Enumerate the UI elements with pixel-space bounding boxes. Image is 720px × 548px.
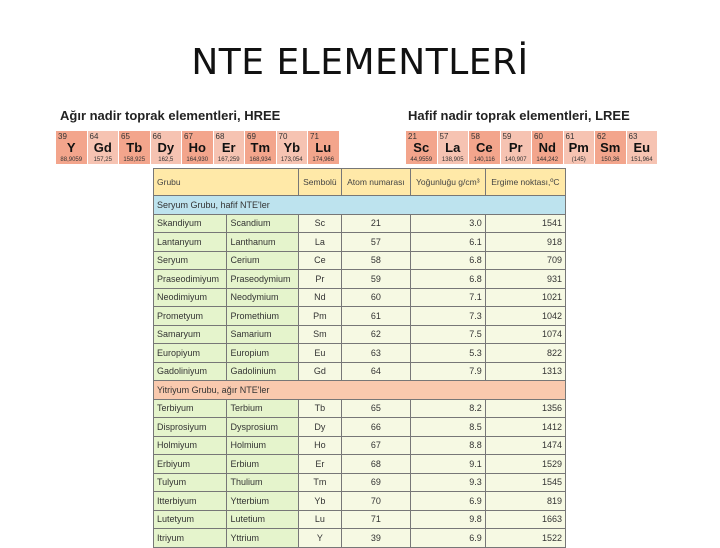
english-name-cell: Promethium — [227, 307, 298, 326]
english-name-cell: Erbium — [227, 455, 298, 474]
turkish-name-cell: Lutetyum — [154, 510, 227, 529]
element-tile — [469, 131, 500, 164]
melting-point-cell: 709 — [485, 251, 565, 270]
atomic-mass: 150,36 — [601, 157, 620, 163]
element-tile — [627, 131, 658, 164]
symbol-cell: Sm — [298, 325, 341, 344]
turkish-name-cell: Skandiyum — [154, 214, 227, 233]
atomic-number-cell: 57 — [341, 233, 410, 252]
english-name-cell: Gadolinium — [227, 362, 298, 381]
melting-point-cell: 1541 — [485, 214, 565, 233]
element-tile — [214, 131, 245, 164]
symbol-cell: Tm — [298, 473, 341, 492]
table-row — [154, 344, 566, 363]
atomic-number-cell: 66 — [341, 418, 410, 437]
atomic-mass: 140,116 — [473, 157, 495, 163]
atomic-mass: 88,9059 — [60, 157, 83, 163]
symbol-cell: La — [298, 233, 341, 252]
turkish-name-cell: Tulyum — [154, 473, 227, 492]
melting-point-cell: 1042 — [485, 307, 565, 326]
symbol-cell: Eu — [298, 344, 341, 363]
hree-heading: Ağır nadir toprak elementleri, HREE — [60, 108, 281, 123]
atomic-number-cell: 71 — [341, 510, 410, 529]
table-row — [154, 251, 566, 270]
english-name-cell: Ytterbium — [227, 492, 298, 511]
symbol-cell: Gd — [298, 362, 341, 381]
atomic-mass: 164,930 — [186, 157, 209, 163]
table-row — [154, 399, 566, 418]
atomic-number-cell: 60 — [341, 288, 410, 307]
density-cell: 6.9 — [410, 529, 485, 548]
table-row — [154, 233, 566, 252]
element-symbol: Pm — [568, 140, 589, 155]
turkish-name-cell: Itriyum — [154, 529, 227, 548]
atomic-number: 65 — [121, 132, 130, 141]
density-cell: 8.2 — [410, 399, 485, 418]
atomic-number-cell: 67 — [341, 436, 410, 455]
atomic-number-cell: 64 — [341, 362, 410, 381]
header-symbol: Sembolü — [298, 169, 341, 196]
atomic-mass: 162,5 — [158, 157, 174, 163]
element-tile — [406, 131, 437, 164]
table-row — [154, 510, 566, 529]
element-symbol: Tb — [126, 140, 143, 155]
english-name-cell: Europium — [227, 344, 298, 363]
header-atomic-number: Atom numarası — [341, 169, 410, 196]
element-tile — [595, 131, 626, 164]
atomic-mass: 138,905 — [441, 157, 464, 163]
melting-point-cell: 931 — [485, 270, 565, 289]
element-tile — [182, 131, 213, 164]
atomic-mass: 44,9559 — [410, 157, 433, 163]
atomic-number-cell: 68 — [341, 455, 410, 474]
element-symbol: Yb — [283, 140, 301, 155]
english-name-cell: Cerium — [227, 251, 298, 270]
turkish-name-cell: Neodimiyum — [154, 288, 227, 307]
symbol-cell: Y — [298, 529, 341, 548]
turkish-name-cell: Erbiyum — [154, 455, 227, 474]
english-name-cell: Holmium — [227, 436, 298, 455]
symbol-cell: Er — [298, 455, 341, 474]
density-cell: 6.1 — [410, 233, 485, 252]
table-header-row — [154, 169, 566, 196]
element-symbol: Ce — [475, 140, 493, 155]
atomic-number-cell: 59 — [341, 270, 410, 289]
atomic-number: 60 — [534, 132, 543, 141]
atomic-number-cell: 62 — [341, 325, 410, 344]
symbol-cell: Ce — [298, 251, 341, 270]
density-cell: 9.1 — [410, 455, 485, 474]
element-symbol: Lu — [315, 140, 332, 155]
element-symbol: Sm — [600, 140, 621, 155]
melting-point-cell: 1522 — [485, 529, 565, 548]
element-tile — [56, 131, 87, 164]
melting-point-cell: 918 — [485, 233, 565, 252]
melting-point-cell: 1074 — [485, 325, 565, 344]
turkish-name-cell: Prometyum — [154, 307, 227, 326]
turkish-name-cell: Holmiyum — [154, 436, 227, 455]
atomic-number: 68 — [215, 132, 225, 141]
density-cell: 3.0 — [410, 214, 485, 233]
density-cell: 6.9 — [410, 492, 485, 511]
english-name-cell: Lanthanum — [227, 233, 298, 252]
cerium-group-label: Seryum Grubu, hafif NTE'ler — [154, 196, 566, 215]
density-cell: 7.5 — [410, 325, 485, 344]
atomic-mass: 168,934 — [249, 157, 272, 163]
element-symbol: Gd — [93, 140, 112, 155]
english-name-cell: Lutetium — [227, 510, 298, 529]
atomic-mass: 140,907 — [504, 157, 527, 163]
atomic-number-cell: 70 — [341, 492, 410, 511]
lree-element-tiles — [406, 131, 657, 164]
turkish-name-cell: Seryum — [154, 251, 227, 270]
atomic-number-cell: 58 — [341, 251, 410, 270]
cerium-group-row — [154, 196, 566, 215]
melting-point-cell: 1663 — [485, 510, 565, 529]
density-cell: 7.9 — [410, 362, 485, 381]
table-row — [154, 270, 566, 289]
symbol-cell: Pm — [298, 307, 341, 326]
density-cell: 6.8 — [410, 251, 485, 270]
hree-element-tiles — [56, 131, 339, 164]
atomic-number: 21 — [408, 132, 417, 141]
atomic-number-cell: 65 — [341, 399, 410, 418]
yttrium-group-row — [154, 381, 566, 400]
density-cell: 9.8 — [410, 510, 485, 529]
melting-point-cell: 822 — [485, 344, 565, 363]
atomic-number: 70 — [278, 132, 288, 141]
symbol-cell: Yb — [298, 492, 341, 511]
english-name-cell: Praseodymium — [227, 270, 298, 289]
table-row — [154, 492, 566, 511]
density-cell: 5.3 — [410, 344, 485, 363]
density-cell: 8.8 — [410, 436, 485, 455]
atomic-mass: 151,964 — [630, 157, 653, 163]
element-tile — [308, 131, 339, 164]
element-symbol: Tm — [250, 140, 270, 155]
melting-point-cell: 1412 — [485, 418, 565, 437]
table-row — [154, 418, 566, 437]
density-cell: 9.3 — [410, 473, 485, 492]
density-cell: 7.3 — [410, 307, 485, 326]
symbol-cell: Tb — [298, 399, 341, 418]
element-tile — [564, 131, 595, 164]
atomic-number: 61 — [565, 132, 575, 141]
element-symbol: Eu — [633, 140, 651, 155]
atomic-number-cell: 63 — [341, 344, 410, 363]
element-tile — [532, 131, 563, 164]
element-symbol: Y — [66, 140, 76, 155]
element-tile — [151, 131, 182, 164]
element-tile — [88, 131, 119, 164]
table-row — [154, 325, 566, 344]
symbol-cell: Ho — [298, 436, 341, 455]
melting-point-cell: 1474 — [485, 436, 565, 455]
melting-point-cell: 1356 — [485, 399, 565, 418]
atomic-number: 67 — [184, 132, 193, 141]
header-group: Grubu — [154, 169, 299, 196]
symbol-cell: Lu — [298, 510, 341, 529]
table-row — [154, 436, 566, 455]
symbol-cell: Sc — [298, 214, 341, 233]
atomic-mass: (145) — [571, 157, 586, 163]
table-row — [154, 529, 566, 548]
density-cell: 8.5 — [410, 418, 485, 437]
atomic-number-cell: 39 — [341, 529, 410, 548]
table-row — [154, 288, 566, 307]
turkish-name-cell: Disprosiyum — [154, 418, 227, 437]
atomic-number: 39 — [58, 132, 67, 141]
table-row — [154, 473, 566, 492]
atomic-mass: 167,259 — [217, 157, 240, 163]
symbol-cell: Pr — [298, 270, 341, 289]
atomic-number: 62 — [597, 132, 606, 141]
turkish-name-cell: Europiyum — [154, 344, 227, 363]
atomic-number: 64 — [89, 132, 99, 141]
density-cell: 6.8 — [410, 270, 485, 289]
table-row — [154, 455, 566, 474]
atomic-number-cell: 61 — [341, 307, 410, 326]
slide-title: NTE ELEMENTLERİ — [191, 42, 529, 83]
atomic-number: 63 — [628, 132, 638, 141]
element-tile — [119, 131, 150, 164]
melting-point-cell: 1021 — [485, 288, 565, 307]
atomic-number: 66 — [152, 132, 162, 141]
atomic-number: 59 — [502, 132, 512, 141]
lree-heading: Hafif nadir toprak elementleri, LREE — [408, 108, 630, 123]
ree-properties-table — [153, 168, 566, 548]
symbol-cell: Dy — [298, 418, 341, 437]
atomic-number: 71 — [310, 132, 319, 141]
turkish-name-cell: Lantanyum — [154, 233, 227, 252]
atomic-number-cell: 21 — [341, 214, 410, 233]
element-tile — [501, 131, 532, 164]
english-name-cell: Yttrium — [227, 529, 298, 548]
atomic-mass: 144,242 — [536, 157, 559, 163]
atomic-number: 58 — [471, 132, 480, 141]
english-name-cell: Thulium — [227, 473, 298, 492]
turkish-name-cell: Samaryum — [154, 325, 227, 344]
header-melting-point: Ergime noktası,ºC — [485, 169, 565, 196]
turkish-name-cell: Terbiyum — [154, 399, 227, 418]
atomic-mass: 174,966 — [312, 157, 335, 163]
element-symbol: Pr — [508, 140, 523, 155]
element-symbol: Er — [221, 140, 236, 155]
melting-point-cell: 1529 — [485, 455, 565, 474]
english-name-cell: Terbium — [227, 399, 298, 418]
english-name-cell: Neodymium — [227, 288, 298, 307]
turkish-name-cell: Praseodimiyum — [154, 270, 227, 289]
symbol-cell: Nd — [298, 288, 341, 307]
element-symbol: Nd — [538, 140, 556, 155]
header-density: Yoğunluğu g/cm³ — [410, 169, 485, 196]
atomic-number-cell: 69 — [341, 473, 410, 492]
melting-point-cell: 1313 — [485, 362, 565, 381]
atomic-mass: 157,25 — [93, 157, 112, 163]
atomic-mass: 158,925 — [123, 157, 146, 163]
english-name-cell: Samarium — [227, 325, 298, 344]
element-tile — [438, 131, 469, 164]
turkish-name-cell: Itterbiyum — [154, 492, 227, 511]
atomic-number: 57 — [439, 132, 449, 141]
english-name-cell: Scandium — [227, 214, 298, 233]
table-row — [154, 362, 566, 381]
atomic-number: 69 — [247, 132, 256, 141]
density-cell: 7.1 — [410, 288, 485, 307]
table-row — [154, 214, 566, 233]
atomic-mass: 173,054 — [280, 157, 303, 163]
element-symbol: Dy — [157, 140, 175, 155]
melting-point-cell: 819 — [485, 492, 565, 511]
table-row — [154, 307, 566, 326]
element-tile — [245, 131, 276, 164]
element-symbol: Sc — [413, 140, 430, 155]
element-symbol: La — [445, 140, 461, 155]
element-tile — [277, 131, 308, 164]
yttrium-group-label: Yitriyum Grubu, ağır NTE'ler — [154, 381, 566, 400]
element-symbol: Ho — [188, 140, 206, 155]
turkish-name-cell: Gadoliniyum — [154, 362, 227, 381]
melting-point-cell: 1545 — [485, 473, 565, 492]
english-name-cell: Dysprosium — [227, 418, 298, 437]
